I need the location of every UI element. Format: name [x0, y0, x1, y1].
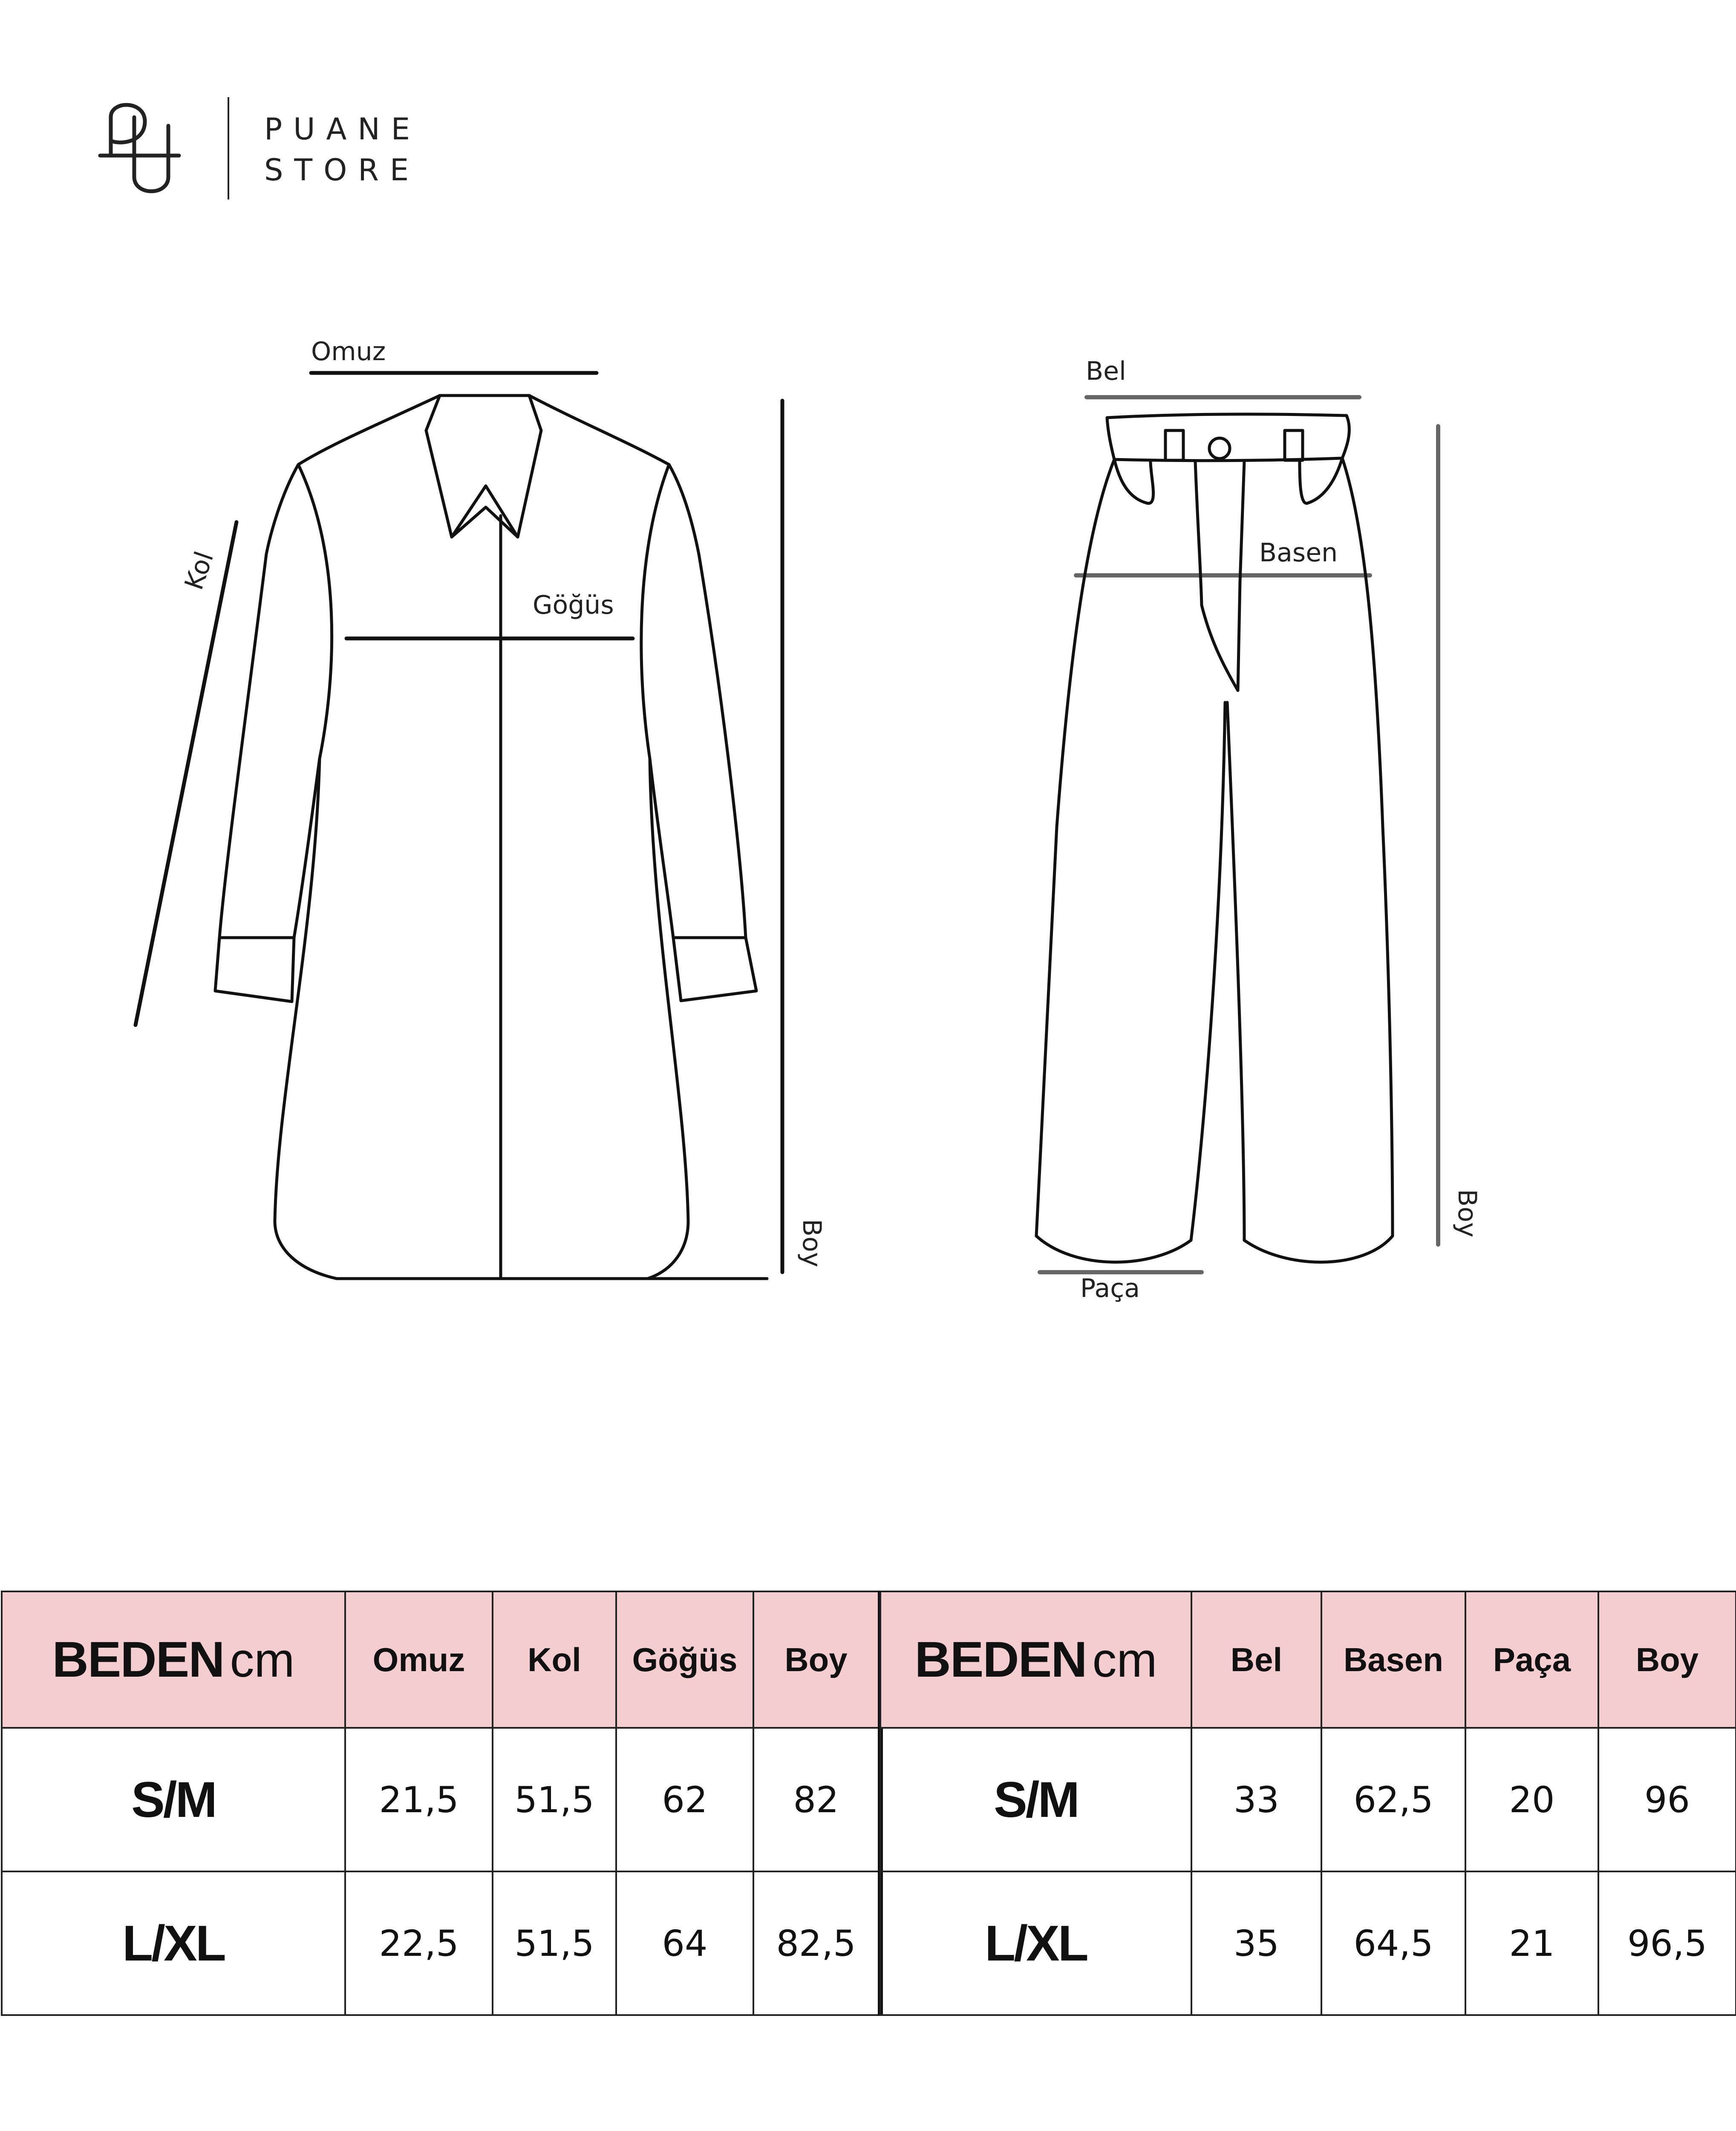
size-label: S/M	[880, 1728, 1191, 1871]
label-omuz: Omuz	[311, 337, 386, 367]
column-header: Boy	[1598, 1591, 1736, 1728]
pants-size-table	[880, 1591, 1736, 2016]
table-cell: 64,5	[1321, 1871, 1465, 2015]
table-cell: 96	[1598, 1728, 1736, 1871]
table-cell: 33	[1191, 1728, 1321, 1871]
shirt-measurement-drawing	[119, 332, 844, 1338]
table-cell: 51,5	[493, 1728, 616, 1871]
shirt-table-header-row	[2, 1591, 880, 1728]
unit-label: cm	[230, 1633, 295, 1687]
table-row	[880, 1871, 1736, 2015]
table-cell: 51,5	[493, 1871, 616, 2015]
column-header: Boy	[753, 1591, 880, 1728]
table-row	[2, 1728, 880, 1871]
size-label: L/XL	[880, 1871, 1191, 2015]
label-boy-pants: Boy	[1452, 1189, 1482, 1238]
column-header: Kol	[493, 1591, 616, 1728]
table-cell: 64	[616, 1871, 753, 2015]
beden-label: BEDEN	[52, 1631, 224, 1688]
table-cell: 82	[753, 1728, 880, 1871]
column-header: Basen	[1321, 1591, 1465, 1728]
brand-logo-icon	[94, 92, 205, 202]
label-gogus: Göğüs	[533, 590, 614, 620]
table-cell: 22,5	[345, 1871, 493, 2015]
column-header: Göğüs	[616, 1591, 753, 1728]
table-cell: 20	[1465, 1728, 1598, 1871]
pants-beden-header	[880, 1591, 1191, 1728]
pants-measurement-drawing	[1023, 349, 1491, 1313]
table-cell: 96,5	[1598, 1871, 1736, 2015]
table-cell: 21	[1465, 1871, 1598, 2015]
column-header: Bel	[1191, 1591, 1321, 1728]
table-row	[880, 1728, 1736, 1871]
table-cell: 62,5	[1321, 1728, 1465, 1871]
label-bel: Bel	[1086, 356, 1126, 386]
size-label: L/XL	[2, 1871, 345, 2015]
table-cell: 82,5	[753, 1871, 880, 2015]
brand-name-line-2: STORE	[264, 153, 420, 188]
pants-table-header-row	[880, 1591, 1736, 1728]
column-header: Paça	[1465, 1591, 1598, 1728]
size-label: S/M	[2, 1728, 345, 1871]
shirt-size-table	[1, 1591, 883, 2016]
label-paca: Paça	[1080, 1273, 1140, 1303]
table-cell: 62	[616, 1728, 753, 1871]
shirt-beden-header	[2, 1591, 345, 1728]
label-kol: Kol	[179, 548, 220, 594]
table-row	[2, 1871, 880, 2015]
table-cell: 35	[1191, 1871, 1321, 2015]
table-cell: 21,5	[345, 1728, 493, 1871]
label-boy-shirt: Boy	[797, 1219, 827, 1268]
beden-label: BEDEN	[914, 1631, 1087, 1688]
unit-label: cm	[1092, 1633, 1157, 1687]
logo-divider	[228, 97, 229, 199]
column-header: Omuz	[345, 1591, 493, 1728]
label-basen: Basen	[1259, 538, 1338, 568]
brand-name-line-1: PUANE	[264, 112, 421, 147]
